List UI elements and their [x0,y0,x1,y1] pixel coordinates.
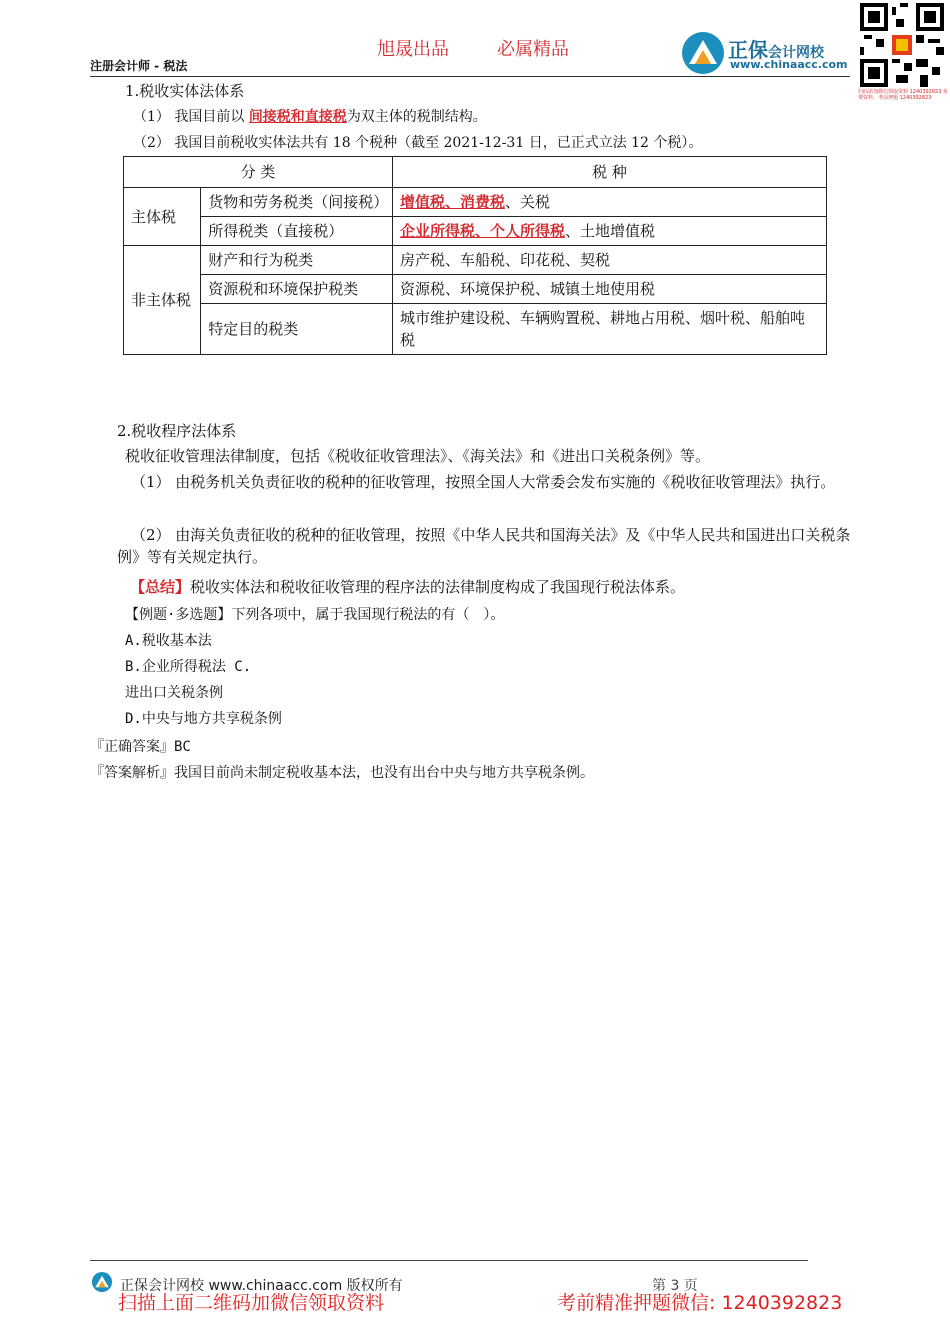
summary: 【总结】税收实体法和税收征收管理的程序法的法律制度构成了我国现行税法体系。 [130,578,686,596]
row-category: 货物和劳务税类（间接税） [201,188,393,217]
watermark-right: 考前精准押题微信: 1240392823 [557,1292,843,1314]
header-divider [90,76,850,77]
section2-intro: 税收征收管理法律制度，包括《税收征收管理法》、《海关法》和《进出口关税条例》等。 [125,447,711,465]
section1-title: 1.税收实体法体系 [125,82,245,100]
chinaacc-logo-icon [680,30,726,76]
row-category: 所得税类（直接税） [201,217,393,246]
group-non-main-tax: 非主体税 [124,246,201,355]
option-bc: B.企业所得税法 C. [125,659,252,675]
option-d: D.中央与地方共享税条例 [125,711,282,727]
section1-item2: （2） 我国目前税收实体法共有 18 个税种（截至 2021-12-31 日，已正式立法 12 个税）。 [133,135,703,151]
qr-caption: 扫码添加微信领取资料 1240392823 免费资料，考前押题 1240392823 [858,89,948,101]
row-taxes: 企业所得税、个人所得税、土地增值税 [393,217,827,246]
option-c-cont: 进出口关税条例 [125,685,223,701]
table-row [124,275,827,304]
row-category: 财产和行为税类 [201,246,393,275]
footer-copyright: 正保会计网校 www.chinaacc.com 版权所有 [120,1278,403,1294]
table-row [124,188,827,217]
header-tax: 税 种 [393,157,827,188]
subject-title: 注册会计师 - 税法 [90,59,188,73]
qr-code-icon[interactable] [860,3,944,87]
banner-right: 必属精品 [497,39,569,60]
header-category: 分 类 [124,157,393,188]
correct-answer: 『正确答案』BC [90,739,191,755]
row-taxes: 资源税、环境保护税、城镇土地使用税 [393,275,827,304]
tax-category-table [123,156,827,355]
row-taxes: 增值税、消费税、关税 [393,188,827,217]
summary-tag: 【总结】 [130,578,191,596]
row-taxes: 城市维护建设税、车辆购置税、耕地占用税、烟叶税、船舶吨税 [393,304,827,355]
footer-page-number: 第 3 页 [652,1278,698,1294]
section2-item1: （1） 由税务机关负责征收的税种的征收管理，按照全国人大常委会发布实施的《税收征收管理法》执行。 [131,473,836,491]
row-category: 资源税和环境保护税类 [201,275,393,304]
example-question: 【例题·多选题】下列各项中，属于我国现行税法的有（ ）。 [125,607,505,623]
table-row [124,246,827,275]
watermark-left: 扫描上面二维码加微信领取资料 [118,1292,385,1314]
section2-title: 2.税收程序法体系 [117,422,237,440]
banner-left: 旭晟出品 [377,39,449,60]
row-taxes: 房产税、车船税、印花税、契税 [393,246,827,275]
footer-logo-icon [91,1271,113,1293]
table-header-row [124,157,827,188]
row-category: 特定目的税类 [201,304,393,355]
group-main-tax: 主体税 [124,188,201,246]
highlight-dual-structure: 间接税和直接税 [248,109,347,125]
logo-url: www.chinaacc.com [730,58,848,71]
section2-item2: （2） 由海关负责征收的税种的征收管理，按照《中华人民共和国海关法》及《中华人民共和国进出口关税条例》等有关规定执行。 [117,526,851,566]
logo-text: 正保会计网校 [728,38,824,62]
answer-analysis: 『答案解析』我国目前尚未制定税收基本法，也没有出台中央与地方共享税条例。 [90,765,594,781]
footer-divider [90,1260,808,1261]
table-row [124,304,827,355]
table-row [124,217,827,246]
option-a: A.税收基本法 [125,633,212,649]
section1-item1: （1） 我国目前以 间接税和直接税为双主体的税制结构。 [133,109,487,125]
